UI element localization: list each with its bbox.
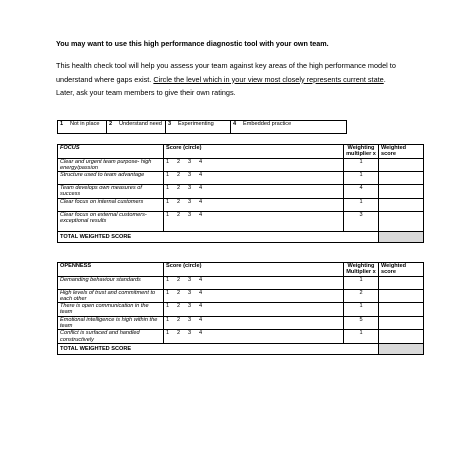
weighted-score-cell[interactable] [379, 172, 424, 185]
score-options[interactable]: 1 2 3 4 [164, 276, 344, 289]
rating-legend-table [57, 120, 347, 134]
openness-weighting-header: Weighting Multiplier x [344, 263, 379, 277]
weight-value: 1 [344, 172, 379, 185]
weight-value: 1 [344, 276, 379, 289]
weighted-score-cell[interactable] [379, 303, 424, 317]
legend-label: Understand need [117, 121, 166, 134]
criterion-label: Conflict is surfaced and handled constructively [58, 330, 164, 344]
score-options[interactable]: 1 2 3 4 [164, 198, 344, 211]
intro-text: This health check tool will help you assess your team against key areas of the high performance model to understand where gaps exist. [56, 61, 396, 84]
weight-value: 4 [344, 185, 379, 199]
score-options[interactable]: 1 2 3 4 [164, 289, 344, 303]
criterion-label: Clear and urgent team purpose- high energy/passion [58, 158, 164, 172]
criterion-label: Emotional intelligence is high within the team [58, 316, 164, 330]
score-options[interactable]: 1 2 3 4 [164, 316, 344, 330]
weighted-score-cell[interactable] [379, 185, 424, 199]
openness-row [58, 330, 424, 344]
legend-label: Not in place [68, 121, 107, 134]
intro-end-text: . Later, ask your team members to give their own ratings. [56, 74, 386, 97]
focus-total-cell[interactable] [379, 231, 424, 242]
openness-total-cell[interactable] [379, 343, 424, 354]
focus-score-header: Score (circle) [164, 145, 344, 159]
openness-score-header: Score (circle) [164, 263, 344, 277]
openness-row [58, 303, 424, 317]
openness-row [58, 289, 424, 303]
score-options[interactable]: 1 2 3 4 [164, 330, 344, 344]
weight-value: 1 [344, 303, 379, 317]
intro-paragraph [56, 59, 396, 100]
score-options[interactable]: 1 2 3 4 [164, 303, 344, 317]
weighted-score-cell[interactable] [379, 316, 424, 330]
focus-row [58, 198, 424, 211]
openness-table [57, 262, 424, 355]
weight-value: 5 [344, 316, 379, 330]
weighted-score-cell[interactable] [379, 276, 424, 289]
intro-underlined-text: Circle the level which in your view most closely represents current state [153, 74, 384, 84]
weighted-score-cell[interactable] [379, 289, 424, 303]
focus-row [58, 158, 424, 172]
legend-num: 4 [231, 121, 242, 134]
score-options[interactable]: 1 2 3 4 [164, 211, 344, 231]
legend-label: Embedded practice [241, 121, 347, 134]
legend-num: 3 [166, 121, 177, 134]
score-options[interactable]: 1 2 3 4 [164, 172, 344, 185]
focus-weighting-header: Weighting multiplier x [344, 145, 379, 159]
criterion-label: Structure used to team advantage [58, 172, 164, 185]
focus-row [58, 172, 424, 185]
criterion-label: Demanding behaviour standards [58, 276, 164, 289]
criterion-label: High levels of trust and commitment to each other [58, 289, 164, 303]
weight-value: 3 [344, 211, 379, 231]
criterion-label: Team develops own measures of success [58, 185, 164, 199]
openness-row [58, 276, 424, 289]
weight-value: 1 [344, 158, 379, 172]
focus-title: FOCUS [58, 145, 164, 159]
weight-value: 1 [344, 198, 379, 211]
criterion-label: There is open communication in the team [58, 303, 164, 317]
focus-row [58, 211, 424, 231]
openness-total-label: TOTAL WEIGHTED SCORE [58, 343, 379, 354]
openness-title: OPENNESS [58, 263, 164, 277]
score-options[interactable]: 1 2 3 4 [164, 185, 344, 199]
weighted-score-cell[interactable] [379, 158, 424, 172]
focus-total-label: TOTAL WEIGHTED SCORE [58, 231, 379, 242]
criterion-label: Clear focus on external customers- exceptional results [58, 211, 164, 231]
legend-num: 1 [58, 121, 69, 134]
weight-value: 1 [344, 330, 379, 344]
legend-num: 2 [107, 121, 118, 134]
openness-weighted-header: Weighted score [379, 263, 424, 277]
weighted-score-cell[interactable] [379, 330, 424, 344]
focus-table [57, 144, 424, 243]
criterion-label: Clear focus on internal customers [58, 198, 164, 211]
focus-weighted-header: Weighted score [379, 145, 424, 159]
legend-label: Experimenting [176, 121, 231, 134]
score-options[interactable]: 1 2 3 4 [164, 158, 344, 172]
weighted-score-cell[interactable] [379, 198, 424, 211]
page-heading: You may want to use this high performance diagnostic tool with your own team. [56, 39, 329, 48]
focus-row [58, 185, 424, 199]
weighted-score-cell[interactable] [379, 211, 424, 231]
weight-value: 2 [344, 289, 379, 303]
openness-row [58, 316, 424, 330]
